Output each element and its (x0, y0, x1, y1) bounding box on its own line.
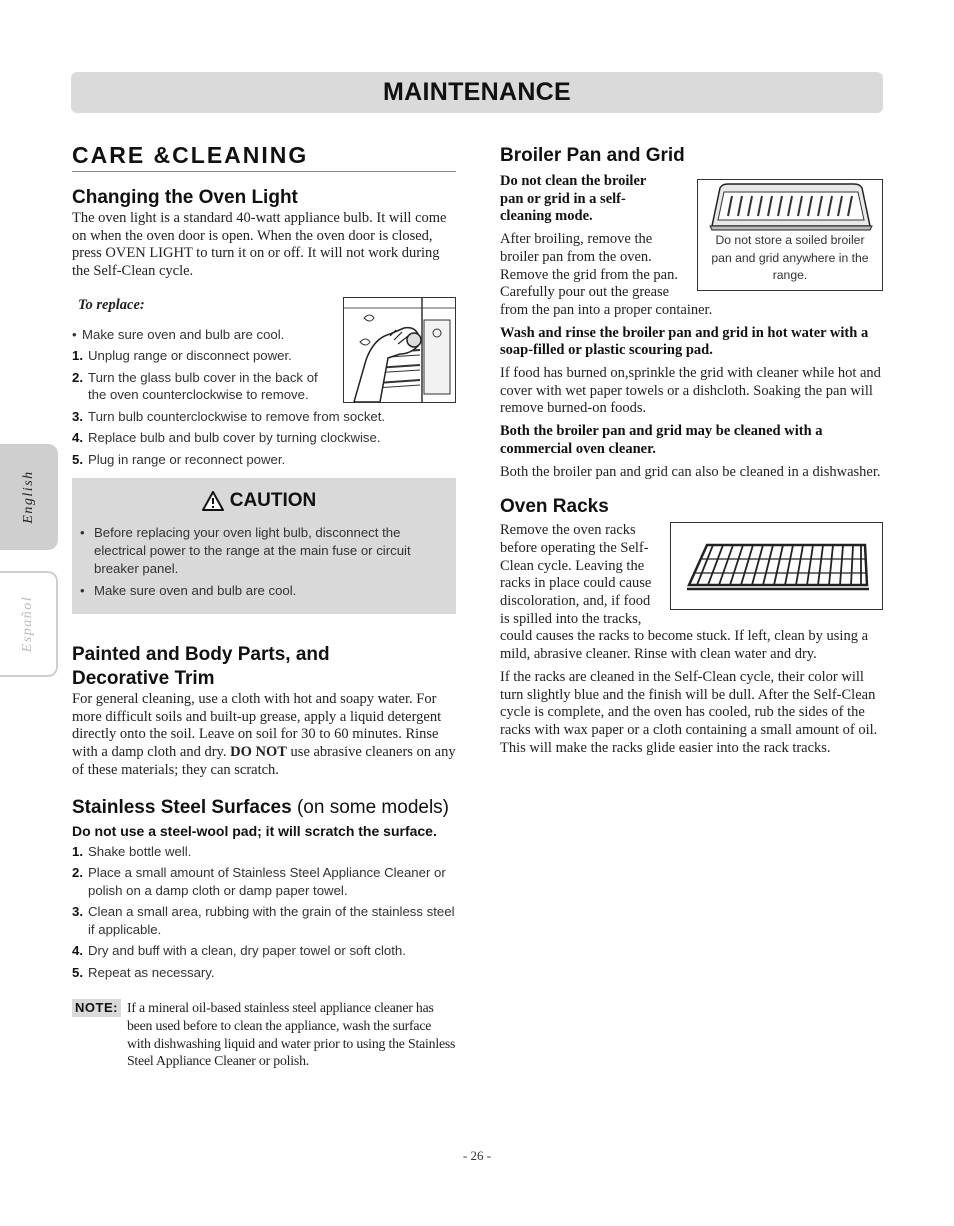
note-label: NOTE: (72, 999, 121, 1017)
list-item (72, 408, 456, 426)
broiler-illustration (697, 179, 883, 291)
step-number: 3. (72, 904, 83, 920)
tab-espanol-label: Español (20, 595, 35, 653)
caution-text: Make sure oven and bulb are cool. (94, 583, 297, 599)
broiler-after-line: Remove the grid from the pan. (500, 266, 678, 283)
caution-header (80, 490, 438, 512)
broiler-warning-line: Do not clean the broiler (500, 173, 647, 189)
oven-rack-illustration (670, 522, 883, 610)
racks-heading: Oven Racks (500, 496, 609, 518)
section-banner (71, 72, 883, 113)
step-text: Place a small amount of Stainless Steel Appliance Cleaner or polish on a damp cloth or damp paper towel. (88, 865, 446, 898)
racks-self-clean: If the racks are cleaned in the Self-Clean cycle, their color will turn slightly blue and the finish will be dull. After the Self-Clean cycle is complete, and the oven has cooled, rub the sides of the racks with wax paper or a cloth containing a small amount of oil. This will make the racks glide easier into the rack tracks. (500, 668, 878, 756)
step-number: 2. (72, 865, 83, 881)
broiler-wash: Wash and rinse the broiler pan and grid in hot water with a soap-filled or plastic scouring pad. (500, 324, 869, 359)
broiler-commercial: Both the broiler pan and grid may be cleaned with a commercial oven cleaner. (500, 423, 823, 457)
step-number: 2. (72, 369, 83, 385)
list-item (72, 451, 456, 469)
list-item (72, 942, 456, 960)
list-item (72, 964, 456, 982)
painted-body-a: For general cleaning, use a cloth with hot and soapy water. For more difficult soils and built-up grease, apply a liquid detergent directly onto the soil. Leave on soil for 30 to 60 minutes. Rinse with a damp cloth and dry. (72, 691, 442, 761)
step-number: 4. (72, 430, 83, 446)
list-item (72, 369, 324, 404)
oven-rack-drawing (671, 523, 882, 609)
tab-english[interactable] (0, 444, 58, 550)
broiler-heading: Broiler Pan and Grid (500, 145, 685, 166)
bullet-mark: • (80, 525, 85, 541)
painted-heading-line2: Decorative Trim (72, 668, 215, 690)
painted-body (72, 691, 456, 780)
step-text: Turn bulb counterclockwise to remove from socket. (88, 408, 386, 424)
bullet-text: Make sure oven and bulb are cool. (82, 326, 285, 342)
right-column (500, 144, 883, 757)
stainless-heading-bold: Stainless Steel Surfaces (72, 796, 292, 818)
racks-line: Clean cycle. Leaving the (500, 557, 645, 574)
painted-heading-line1: Painted and Body Parts, and (72, 644, 330, 666)
caution-title: CAUTION (229, 490, 317, 512)
stainless-warning: Do not use a steel-wool pad; it will scratch the surface. (72, 822, 437, 839)
racks-line: is spilled into the tracks, (500, 610, 642, 627)
broiler-pan-drawing (698, 180, 882, 232)
bullet-mark: • (72, 326, 77, 342)
step-text: Repeat as necessary. (88, 964, 215, 980)
oven-light-illustration (343, 297, 456, 403)
broiler-caption: Do not store a soiled broiler pan and grid anywhere in the range. (711, 233, 869, 282)
step-text: Dry and buff with a clean, dry paper towel or soft cloth. (88, 943, 406, 959)
stainless-steps (72, 843, 456, 982)
step-number: 3. (72, 408, 83, 424)
tab-english-label: English (21, 470, 36, 524)
bullet-mark: • (80, 583, 85, 599)
broiler-after-line: broiler pan from the oven. (500, 248, 652, 265)
racks-line: Remove the oven racks (500, 522, 636, 539)
broiler-after-line: Carefully pour out the grease (500, 284, 670, 301)
racks-line: racks in place could cause (500, 575, 652, 592)
list-item (72, 843, 456, 861)
list-item (72, 864, 456, 899)
step-number: 5. (72, 451, 83, 467)
stainless-note (72, 999, 456, 1070)
painted-body-b: use abrasive cleaners on any of these materials; they can scratch. (72, 744, 456, 778)
step-text: Clean a small area, rubbing with the grain of the stainless steel if applicable. (88, 904, 455, 937)
racks-intro (500, 522, 883, 628)
oven-light-heading: Changing the Oven Light (72, 187, 298, 208)
broiler-warning-line: cleaning mode. (500, 208, 593, 225)
care-cleaning-heading: CARE &CLEANING (72, 142, 456, 172)
oven-light-intro: The oven light is a standard 40-watt appliance bulb. It will come on when the oven door is open. When the oven door is closed, press OVEN LIGHT to turn it on or off. It will not work during the Self-Clean cycle. (72, 210, 447, 280)
step-number: 1. (72, 348, 83, 364)
racks-line: discoloration, and, if food (500, 593, 651, 610)
step-text: Plug in range or reconnect power. (88, 451, 286, 467)
step-number: 1. (72, 843, 83, 859)
caution-text: Before replacing your oven light bulb, disconnect the electrical power to the range at the main fuse or circuit breaker panel. (94, 525, 411, 577)
list-item (72, 429, 456, 447)
warning-triangle-icon (202, 491, 224, 511)
broiler-intro (500, 173, 883, 320)
list-item (80, 524, 438, 578)
racks-line: before operating the Self- (500, 539, 649, 556)
stainless-heading-light: (on some models) (296, 796, 450, 818)
broiler-burned: If food has burned on,sprinkle the grid with cleaner while hot and cover with wet paper towels or a dishcloth. Soaking the pan will remove burned-on foods. (500, 365, 881, 417)
broiler-after-line: from the pan into a proper container. (500, 301, 713, 318)
step-number: 4. (72, 943, 83, 959)
list-item (72, 903, 456, 938)
step-text: Replace bulb and bulb cover by turning clockwise. (88, 430, 381, 446)
left-column (72, 142, 456, 1070)
step-text: Unplug range or disconnect power. (88, 348, 292, 364)
replace-section (72, 297, 456, 468)
caution-list (80, 524, 438, 600)
broiler-dishwasher: Both the broiler pan and grid can also be cleaned in a dishwasher. (500, 463, 881, 480)
step-text: Shake bottle well. (88, 843, 192, 859)
racks-body-rest: could causes the racks to become stuck. If left, clean by using a mild, abrasive cleaner. Rinse with clean water and dry. (500, 628, 869, 663)
painted-do-not: DO NOT (230, 744, 287, 761)
hand-bulb-drawing (344, 298, 455, 402)
step-text: Turn the glass bulb cover in the back of the oven counterclockwise to remove. (88, 369, 318, 403)
note-text: If a mineral oil-based stainless steel appliance cleaner has been used before to clean the appliance, wash the surface with dishwashing liquid and water prior to using the Stainless Steel Appliance Cleaner or polish. (126, 1000, 456, 1069)
tab-espanol[interactable] (0, 571, 58, 677)
caution-box (72, 478, 456, 614)
list-item (80, 582, 438, 600)
painted-heading (72, 643, 456, 691)
page-number: - 26 - (462, 1148, 492, 1163)
broiler-after-line: After broiling, remove the (500, 231, 653, 248)
to-replace-label: To replace: (78, 296, 145, 313)
page-title: MAINTENANCE (382, 78, 572, 106)
step-number: 5. (72, 964, 83, 980)
stainless-heading (72, 796, 456, 820)
broiler-warning-line: pan or grid in a self- (500, 190, 626, 207)
